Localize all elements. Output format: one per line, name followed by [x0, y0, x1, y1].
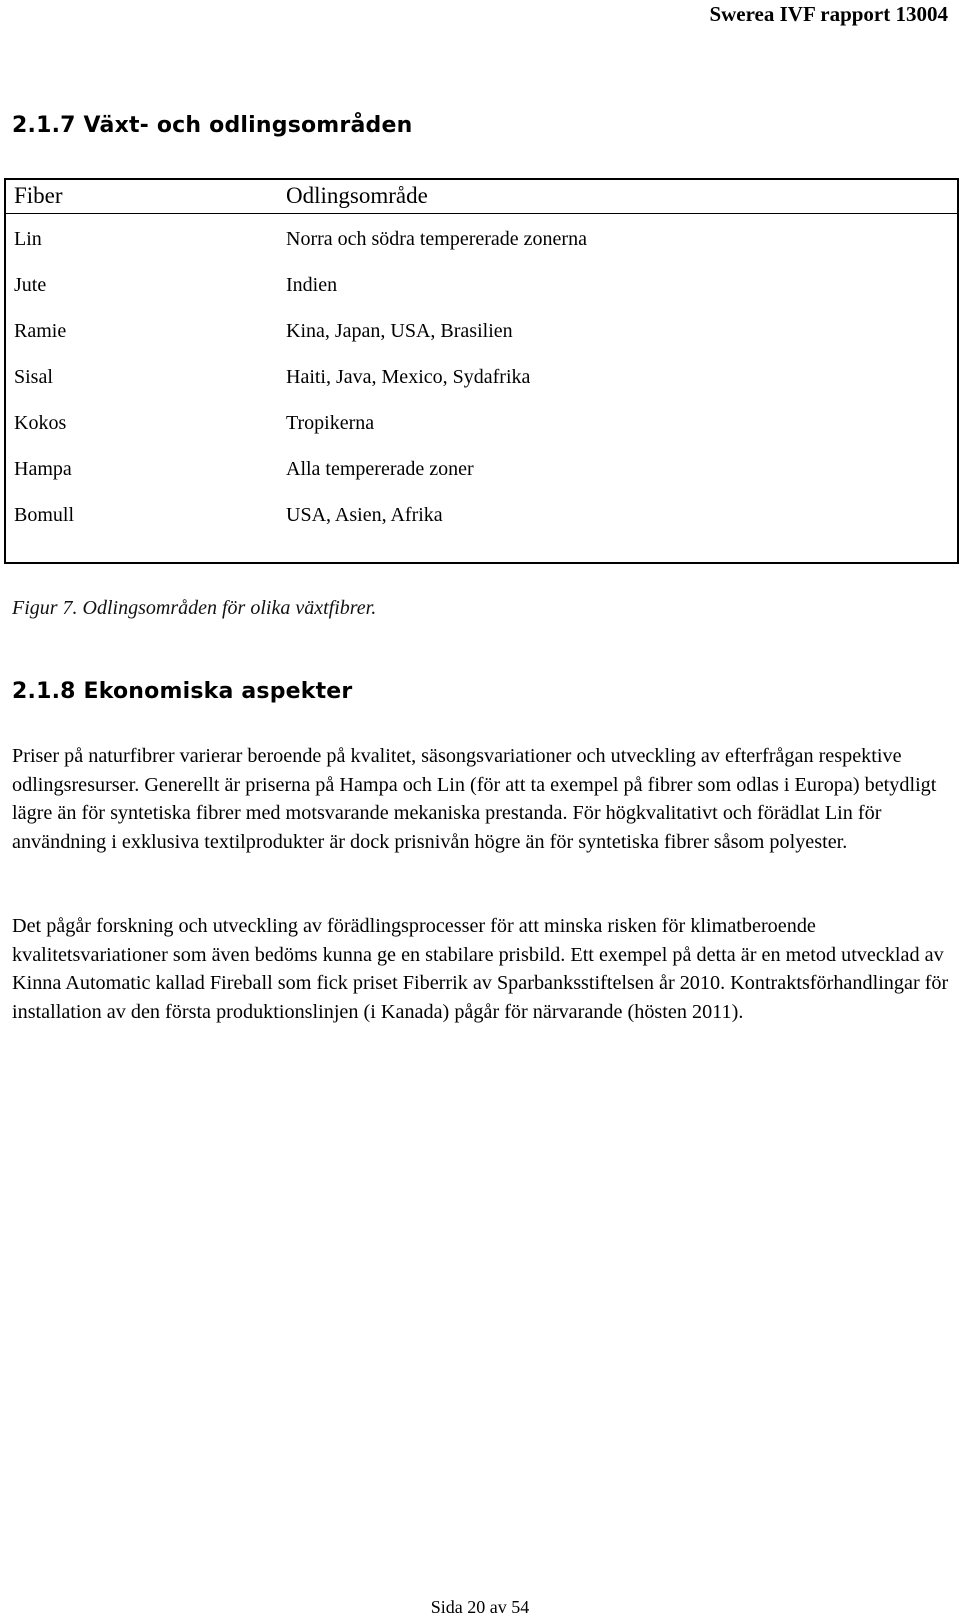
- table-row: [6, 458, 957, 504]
- fiber-cell: Hampa: [14, 458, 72, 480]
- fiber-cell: Kokos: [14, 412, 67, 434]
- paragraph-research: Det pågår forskning och utveckling av förädlingsprocesser för att minska risken för klimatberoende kvalitetsvariationer som även bedöms kunna ge en stabilare prisbild. Ett exempel på detta är en metod utvecklad av Kinna Automatic kallad Fireball som fick priset Fiberrik av Sparbanksstiftelsen år 2010. Kontraktsförhandlingar för installation av den första produktionslinjen (i Kanada) pågår för närvarande (hösten 2011).: [12, 915, 949, 1023]
- section-heading-vaxt: 2.1.7 Växt- och odlingsområden: [12, 113, 413, 138]
- fiber-cell: Jute: [14, 274, 47, 296]
- table-divider: [6, 213, 957, 214]
- section-heading-ekonomi: 2.1.8 Ekonomiska aspekter: [12, 679, 353, 704]
- table-row: [6, 274, 957, 320]
- fiber-cell: Lin: [14, 228, 42, 250]
- table-header-odlingsomrade: Odlingsområde: [286, 183, 428, 208]
- fiber-cell: Ramie: [14, 320, 67, 342]
- region-cell: Kina, Japan, USA, Brasilien: [286, 320, 513, 342]
- page-number: Sida 20 av 54: [430, 1597, 530, 1617]
- table-row: [6, 412, 957, 458]
- region-cell: Haiti, Java, Mexico, Sydafrika: [286, 366, 531, 388]
- region-cell: USA, Asien, Afrika: [286, 504, 443, 526]
- region-cell: Indien: [286, 274, 338, 296]
- table-row: [6, 320, 957, 366]
- table-row: [6, 504, 957, 550]
- region-cell: Norra och södra tempererade zonerna: [286, 228, 587, 250]
- paragraph-prices: Priser på naturfibrer varierar beroende på kvalitet, säsongsvariationer och utveckling av efterfrågan respektive odlingsresurser. Generellt är priserna på Hampa och Lin (för att ta exempel på fibrer som odlas i Europa) betydligt lägre än för syntetiska fibrer med motsvarande mekaniska prestanda. För högkvalitativt och förädlat Lin för användning i exklusiva textilprodukter är dock prisnivån högre än för syntetiska fibrer såsom polyester.: [12, 745, 937, 853]
- region-cell: Tropikerna: [286, 412, 375, 434]
- table-row: [6, 366, 957, 412]
- figure-caption: Figur 7. Odlingsområden för olika växtfibrer.: [12, 597, 377, 619]
- fiber-cell: Bomull: [14, 504, 75, 526]
- fiber-table: [4, 178, 959, 564]
- region-cell: Alla tempererade zoner: [286, 458, 474, 480]
- table-row: [6, 228, 957, 274]
- report-header: Swerea IVF rapport 13004: [709, 2, 948, 26]
- table-header-fiber: Fiber: [14, 183, 63, 208]
- fiber-cell: Sisal: [14, 366, 53, 388]
